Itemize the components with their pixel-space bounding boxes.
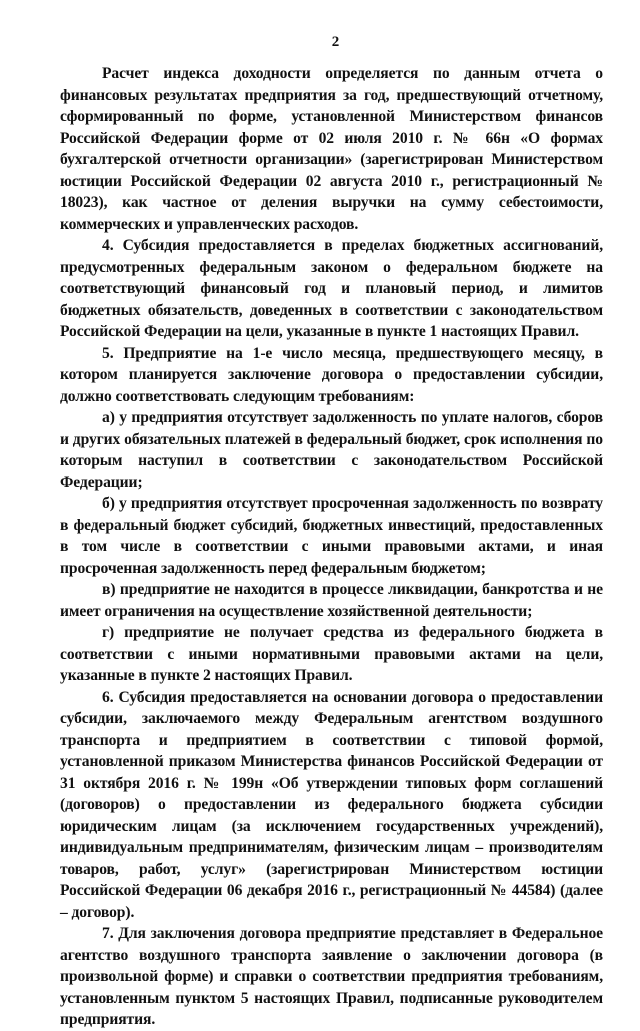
- requirement-g: г) предприятие не получает средства из федерального бюджета в соответствии с иными нормативными правовыми актами на цели, указанные в пункте 2 настоящих Правил.: [60, 624, 603, 684]
- paragraph-profitability-index: Расчет индекса доходности определяется по данным отчета о финансовых результатах предприятия за год, предшествующий отчетному, сформированный по форме, установленной Министерством финансов Российской Федерации форме от 02 июля 2010 г. № 66н «О формах бухгалтерской отчетности организации» (зарегистрирован Министерством юстиции Российской Федерации 02 августа 2010 г., регистрационный № 18023), как частное от деления выручки на сумму себестоимости, коммерческих и управленческих расходов.: [60, 65, 603, 233]
- requirement-b: б) у предприятия отсутствует просроченная задолженность по возврату в федеральный бюджет субсидий, бюджетных инвестиций, предоставленных в том числе в соответствии с иными правовыми актами, и иная просроченная задолженность перед федеральным бюджетом;: [60, 495, 603, 577]
- paragraph-7-application: 7. Для заключения договора предприятие представляет в Федеральное агентство воздушного транспорта заявление о заключении договора (в произвольной форме) и справки о соответствии предприятия требованиям, установленным пунктом 5 настоящих Правил, подписанные руководителем предприятия.: [60, 925, 603, 1028]
- requirement-a: а) у предприятия отсутствует задолженность по уплате налогов, сборов и других обязательных платежей в федеральный бюджет, срок исполнения по которым наступил в соответствии с законодательством Российской Федерации;: [60, 409, 603, 491]
- paragraph-6-agreement: 6. Субсидия предоставляется на основании договора о предоставлении субсидии, заключаемого между Федеральным агентством воздушного транспорта и предприятием в соответствии с типовой формой, установленной приказом Министерства финансов Российской Федерации от 31 октября 2016 г. № 199н «Об утверждении типовых форм соглашений (договоров) о предоставлении из федерального бюджета субсидии юридическим лицам (за исключением государственных учреждений), индивидуальным предпринимателям, физическим лицам – производителям товаров, работ, услуг» (зарегистрирован Министерством юстиции Российской Федерации 06 декабря 2016 г., регистрационный № 44584) (далее – договор).: [60, 688, 603, 921]
- paragraph-4-subsidy-limits: 4. Субсидия предоставляется в пределах бюджетных ассигнований, предусмотренных федеральным законом о федеральном бюджете на соответствующий финансовый год и плановый период, и лимитов бюджетных обязательств, доведенных в соответствии с законодательством Российской Федерации на цели, указанные в пункте 1 настоящих Правил.: [60, 237, 603, 340]
- paragraph-5-requirements: 5. Предприятие на 1-е число месяца, предшествующего месяцу, в котором планируется заключение договора о предоставлении субсидии, должно соответствовать следующим требованиям:: [60, 344, 603, 405]
- requirement-v: в) предприятие не находится в процессе ликвидации, банкротства и не имеет ограничения на осуществление хозяйственной деятельности;: [60, 581, 603, 620]
- page-number: 2: [331, 34, 340, 50]
